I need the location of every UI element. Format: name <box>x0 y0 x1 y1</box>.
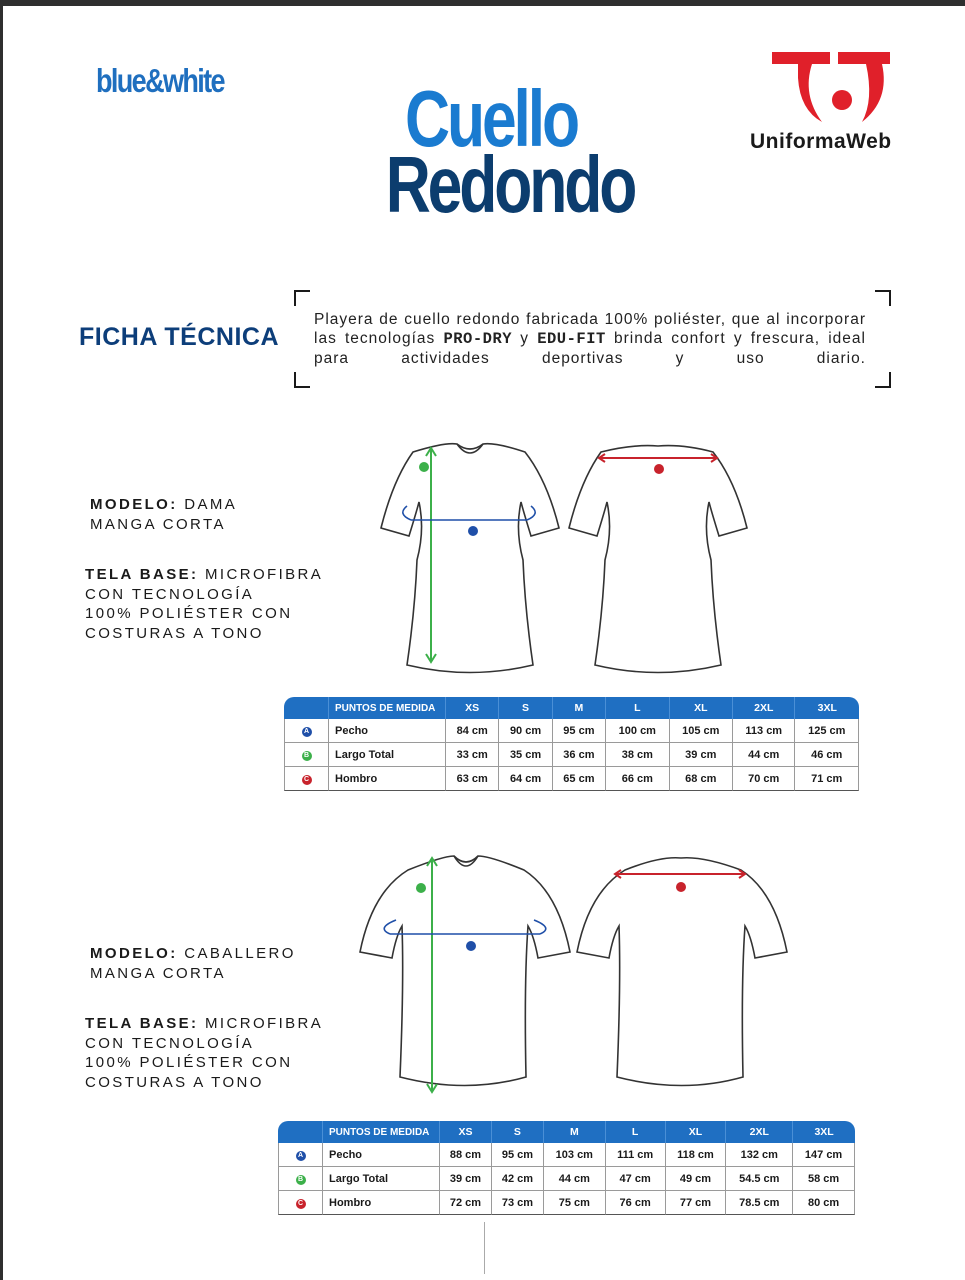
cell: 63 cm <box>446 767 499 791</box>
tela-value: MICROFIBRA <box>205 1015 324 1032</box>
size-header: M <box>544 1121 606 1143</box>
tela-line: COSTURAS A TONO <box>85 1073 264 1091</box>
cell: 44 cm <box>733 743 795 767</box>
cell: 72 cm <box>440 1191 492 1215</box>
size-header: XS <box>446 697 499 719</box>
product-description <box>314 310 866 368</box>
row-name: Hombro <box>323 1191 440 1215</box>
modelo-label: MODELO: <box>90 496 178 513</box>
row-name: Largo Total <box>329 743 446 767</box>
bracket-top-left <box>294 290 310 306</box>
title-line-2: Redondo <box>385 140 635 229</box>
marker-b-cell <box>284 743 329 767</box>
cell: 80 cm <box>793 1191 855 1215</box>
cell: 39 cm <box>440 1167 492 1191</box>
cell: 42 cm <box>492 1167 544 1191</box>
bracket-top-right <box>875 290 891 306</box>
desc-text-2: brinda confort y frescura, ideal para actividades deportivas y uso diario. <box>314 330 866 367</box>
cell: 95 cm <box>553 719 606 743</box>
blue-white-logo: blue&white <box>96 62 224 99</box>
row-name: Largo Total <box>323 1167 440 1191</box>
cell: 95 cm <box>492 1143 544 1167</box>
cell: 147 cm <box>793 1143 855 1167</box>
marker-c-icon: C <box>296 1199 306 1209</box>
cell: 113 cm <box>733 719 795 743</box>
cell: 49 cm <box>666 1167 727 1191</box>
cell: 111 cm <box>606 1143 666 1167</box>
size-header: XL <box>670 697 733 719</box>
marker-c-cell <box>284 767 329 791</box>
cell: 36 cm <box>553 743 606 767</box>
cell: 65 cm <box>553 767 606 791</box>
dama-tela <box>85 565 323 643</box>
title-line-1: Cuello <box>405 74 577 163</box>
modelo-value: CABALLERO <box>184 945 296 962</box>
caballero-size-table <box>278 1121 855 1215</box>
tela-line: CON TECNOLOGÍA <box>85 1034 255 1052</box>
cell: 54.5 cm <box>726 1167 793 1191</box>
cell: 70 cm <box>733 767 795 791</box>
marker-a-icon: A <box>302 727 312 737</box>
size-header: 2XL <box>726 1121 793 1143</box>
cell: 118 cm <box>666 1143 727 1167</box>
bottom-divider <box>484 1222 485 1274</box>
table-row <box>284 719 859 743</box>
left-border <box>0 0 3 1280</box>
cell: 68 cm <box>670 767 733 791</box>
marker-a-cell <box>284 719 329 743</box>
caballero-shirt-front-illustration <box>358 852 573 1102</box>
size-header: L <box>606 697 669 719</box>
puntos-medida-header: PUNTOS DE MEDIDA <box>323 1121 440 1143</box>
desc-text-1: Playera de cuello redondo fabricada 100% poliéster, que al incorporar las tecnologías <box>314 311 866 347</box>
cell: 58 cm <box>793 1167 855 1191</box>
dama-shirt-front-illustration <box>375 440 565 675</box>
tela-line: 100% POLIÉSTER CON <box>85 605 293 622</box>
table-row <box>278 1191 855 1215</box>
marker-column-header <box>284 697 329 719</box>
marker-b-icon: B <box>296 1175 306 1185</box>
tela-line: COSTURAS A TONO <box>85 624 264 642</box>
desc-and: y <box>512 330 538 347</box>
caballero-shirt-back-illustration <box>575 852 790 1102</box>
cell: 105 cm <box>670 719 733 743</box>
marker-a-icon: A <box>296 1151 306 1161</box>
cell: 38 cm <box>606 743 669 767</box>
size-header: L <box>606 1121 666 1143</box>
size-header: S <box>499 697 552 719</box>
cell: 47 cm <box>606 1167 666 1191</box>
cell: 100 cm <box>606 719 669 743</box>
ficha-tecnica-title: FICHA TÉCNICA <box>79 323 280 351</box>
cell: 84 cm <box>446 719 499 743</box>
cell: 39 cm <box>670 743 733 767</box>
cell: 77 cm <box>666 1191 727 1215</box>
uniformaweb-wordmark: UniformaWeb <box>750 130 892 153</box>
marker-b-icon: B <box>302 751 312 761</box>
marker-column-header <box>278 1121 323 1143</box>
tela-line: CON TECNOLOGÍA <box>85 585 255 603</box>
manga-value: MANGA CORTA <box>90 515 226 533</box>
modelo-value: DAMA <box>184 496 238 513</box>
cell: 33 cm <box>446 743 499 767</box>
tela-line: 100% POLIÉSTER CON <box>85 1054 293 1071</box>
size-header: S <box>492 1121 544 1143</box>
bracket-bottom-right <box>875 372 891 388</box>
modelo-label: MODELO: <box>90 945 178 962</box>
cell: 132 cm <box>726 1143 793 1167</box>
cell: 71 cm <box>795 767 859 791</box>
tela-label: TELA BASE: <box>85 566 199 583</box>
table-row <box>278 1167 855 1191</box>
page-title <box>385 74 635 229</box>
tela-value: MICROFIBRA <box>205 566 324 583</box>
cell: 103 cm <box>544 1143 606 1167</box>
dama-shirt-back-illustration <box>563 440 753 675</box>
row-name: Hombro <box>329 767 446 791</box>
cell: 76 cm <box>606 1191 666 1215</box>
dama-modelo <box>90 495 237 534</box>
puntos-medida-header: PUNTOS DE MEDIDA <box>329 697 446 719</box>
marker-a-cell <box>278 1143 323 1167</box>
table-row <box>278 1143 855 1167</box>
table-row <box>284 767 859 791</box>
tech-edu-fit: EDU-FIT <box>537 330 606 348</box>
size-header: XL <box>666 1121 727 1143</box>
size-header: 2XL <box>733 697 795 719</box>
caballero-tela <box>85 1014 323 1092</box>
cell: 73 cm <box>492 1191 544 1215</box>
cell: 75 cm <box>544 1191 606 1215</box>
top-border <box>0 0 965 6</box>
marker-b-cell <box>278 1167 323 1191</box>
size-header: M <box>553 697 606 719</box>
cell: 125 cm <box>795 719 859 743</box>
tela-label: TELA BASE: <box>85 1015 199 1032</box>
size-header: 3XL <box>793 1121 855 1143</box>
bracket-bottom-left <box>294 372 310 388</box>
table-row <box>284 743 859 767</box>
manga-value: MANGA CORTA <box>90 964 226 982</box>
row-name: Pecho <box>329 719 446 743</box>
size-header: XS <box>440 1121 492 1143</box>
size-header: 3XL <box>795 697 859 719</box>
cell: 66 cm <box>606 767 669 791</box>
marker-c-icon: C <box>302 775 312 785</box>
tech-pro-dry: PRO-DRY <box>443 330 513 348</box>
caballero-modelo <box>90 944 296 983</box>
cell: 88 cm <box>440 1143 492 1167</box>
cell: 78.5 cm <box>726 1191 793 1215</box>
cell: 64 cm <box>499 767 552 791</box>
marker-c-cell <box>278 1191 323 1215</box>
cell: 90 cm <box>499 719 552 743</box>
cell: 35 cm <box>499 743 552 767</box>
row-name: Pecho <box>323 1143 440 1167</box>
cell: 44 cm <box>544 1167 606 1191</box>
dama-size-table <box>284 697 859 791</box>
cell: 46 cm <box>795 743 859 767</box>
